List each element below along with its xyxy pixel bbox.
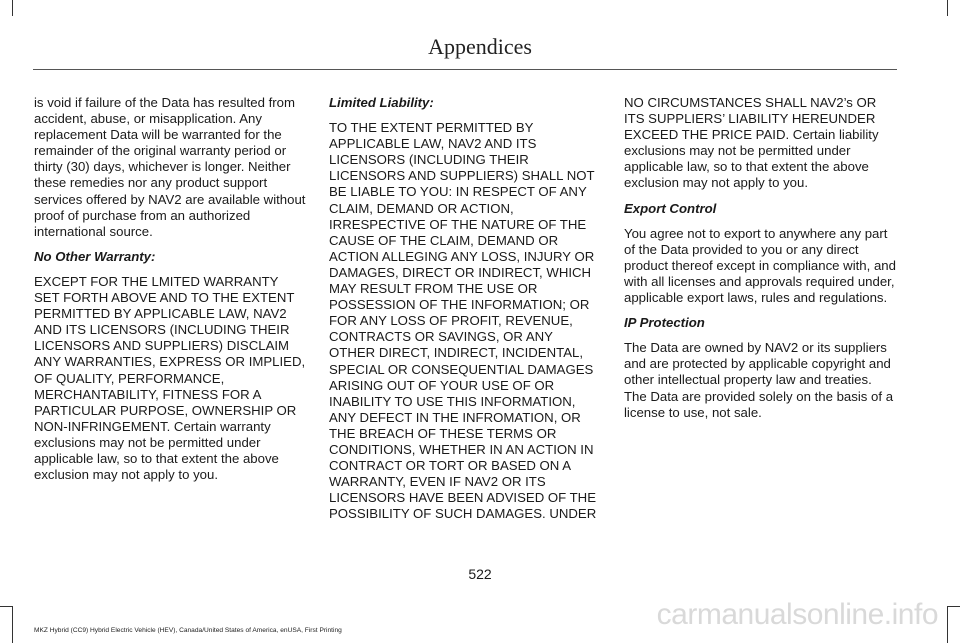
- paragraph: NO CIRCUMSTANCES SHALL NAV2’s OR ITS SUPPLIERS’ LIABILITY HEREUNDER EXCEED THE PRICE PAID. Certain liability exclusions may not be permitted under applicable law, so to that extent the above exclusion may not apply to you.: [624, 95, 879, 191]
- section-heading: Limited Liability:: [329, 95, 434, 110]
- header-divider: [33, 69, 897, 70]
- page-number: 522: [468, 566, 492, 582]
- crop-mark-bottom-left: [12, 606, 13, 643]
- watermark-text: carmanualsonline.info: [656, 598, 938, 631]
- paragraph: The Data are owned by NAV2 or its suppliers and are protected by applicable copyright and other intellectual property law and treaties. The Data are provided solely on the basis of a license to use, not sale.: [624, 340, 894, 420]
- column-2: [329, 95, 601, 531]
- footer-text: MKZ Hybrid (CC9) Hybrid Electric Vehicle (HEV), Canada/United States of America, enUSA, First Printing: [34, 627, 342, 634]
- crop-mark-top-right: [947, 0, 948, 16]
- paragraph: EXCEPT FOR THE LMITED WARRANTY SET FORTH ABOVE AND TO THE EXTENT PERMITTED BY APPLICABLE LAW, NAV2 AND ITS LICENSORS (INCLUDING THEIR LICENSORS AND SUPPLIERS) DISCLAIM ANY WARRANTIES, EXPRESS OR IMPLIED, OF QUALITY, PERFORMANCE, MERCHANTABILITY, FITNESS FOR A PARTICULAR PURPOSE, OWNERSHIP OR NON-INFRINGEMENT. Certain warranty exclusions may not be permitted under applicable law, so to that extent the above exclusion may not apply to you.: [34, 273, 306, 483]
- crop-mark-bottom-right: [947, 606, 948, 643]
- paragraph: You agree not to export to anywhere any part of the Data provided to you or any direct product thereof except in compliance with, and with all licenses and approvals required under, applicable export laws, rules and regulations.: [624, 225, 896, 306]
- crop-mark-top-left: [12, 0, 13, 16]
- section-heading: IP Protection: [624, 315, 705, 331]
- crop-mark-bottom-left-h: [0, 606, 13, 607]
- paragraph: is void if failure of the Data has resulted from accident, abuse, or misapplication. Any replacement Data will be warranted for the remainder of the original warranty period or thirty (30) days, whichever is longer. Neither these remedies nor any product support services offered by NAV2 are available without proof of purchase from an authorized international source.: [34, 95, 306, 239]
- paragraph: TO THE EXTENT PERMITTED BY APPLICABLE LAW, NAV2 AND ITS LICENSORS (INCLUDING THEIR LICENSORS AND SUPPLIERS) SHALL NOT BE LIABLE TO YOU: IN RESPECT OF ANY CLAIM, DEMAND OR ACTION, IRRESPECTIVE OF THE NATURE OF THE CAUSE OF THE CLAIM, DEMAND OR ACTION ALLEGING ANY LOSS, INJURY OR DAMAGES, DIRECT OR INDIRECT, WHICH MAY RESULT FROM THE USE OR POSSESSION OF THE INFORMATION; OR FOR ANY LOSS OF PROFIT, REVENUE, CONTRACTS OR SAVINGS, OR ANY OTHER DIRECT, INDIRECT, INCIDENTAL, SPECIAL OR CONSEQUENTIAL DAMAGES ARISING OUT OF YOUR USE OF OR INABILITY TO USE THIS INFORMATION, ANY DEFECT IN THE INFROMATION, OR THE BREACH OF THESE TERMS OR CONDITIONS, WHETHER IN AN ACTION IN CONTRACT OR TORT OR BASED ON A WARRANTY, EVEN IF NAV2 OR ITS LICENSORS HAVE BEEN ADVISED OF THE POSSIBILITY OF SUCH DAMAGES. UNDER: [329, 120, 597, 522]
- section-heading: Export Control: [624, 200, 717, 216]
- crop-mark-bottom-right-h: [947, 606, 960, 607]
- column-3: [624, 95, 896, 430]
- page-title: Appendices: [428, 34, 532, 59]
- section-heading: No Other Warranty:: [34, 248, 156, 264]
- column-1: [34, 95, 306, 492]
